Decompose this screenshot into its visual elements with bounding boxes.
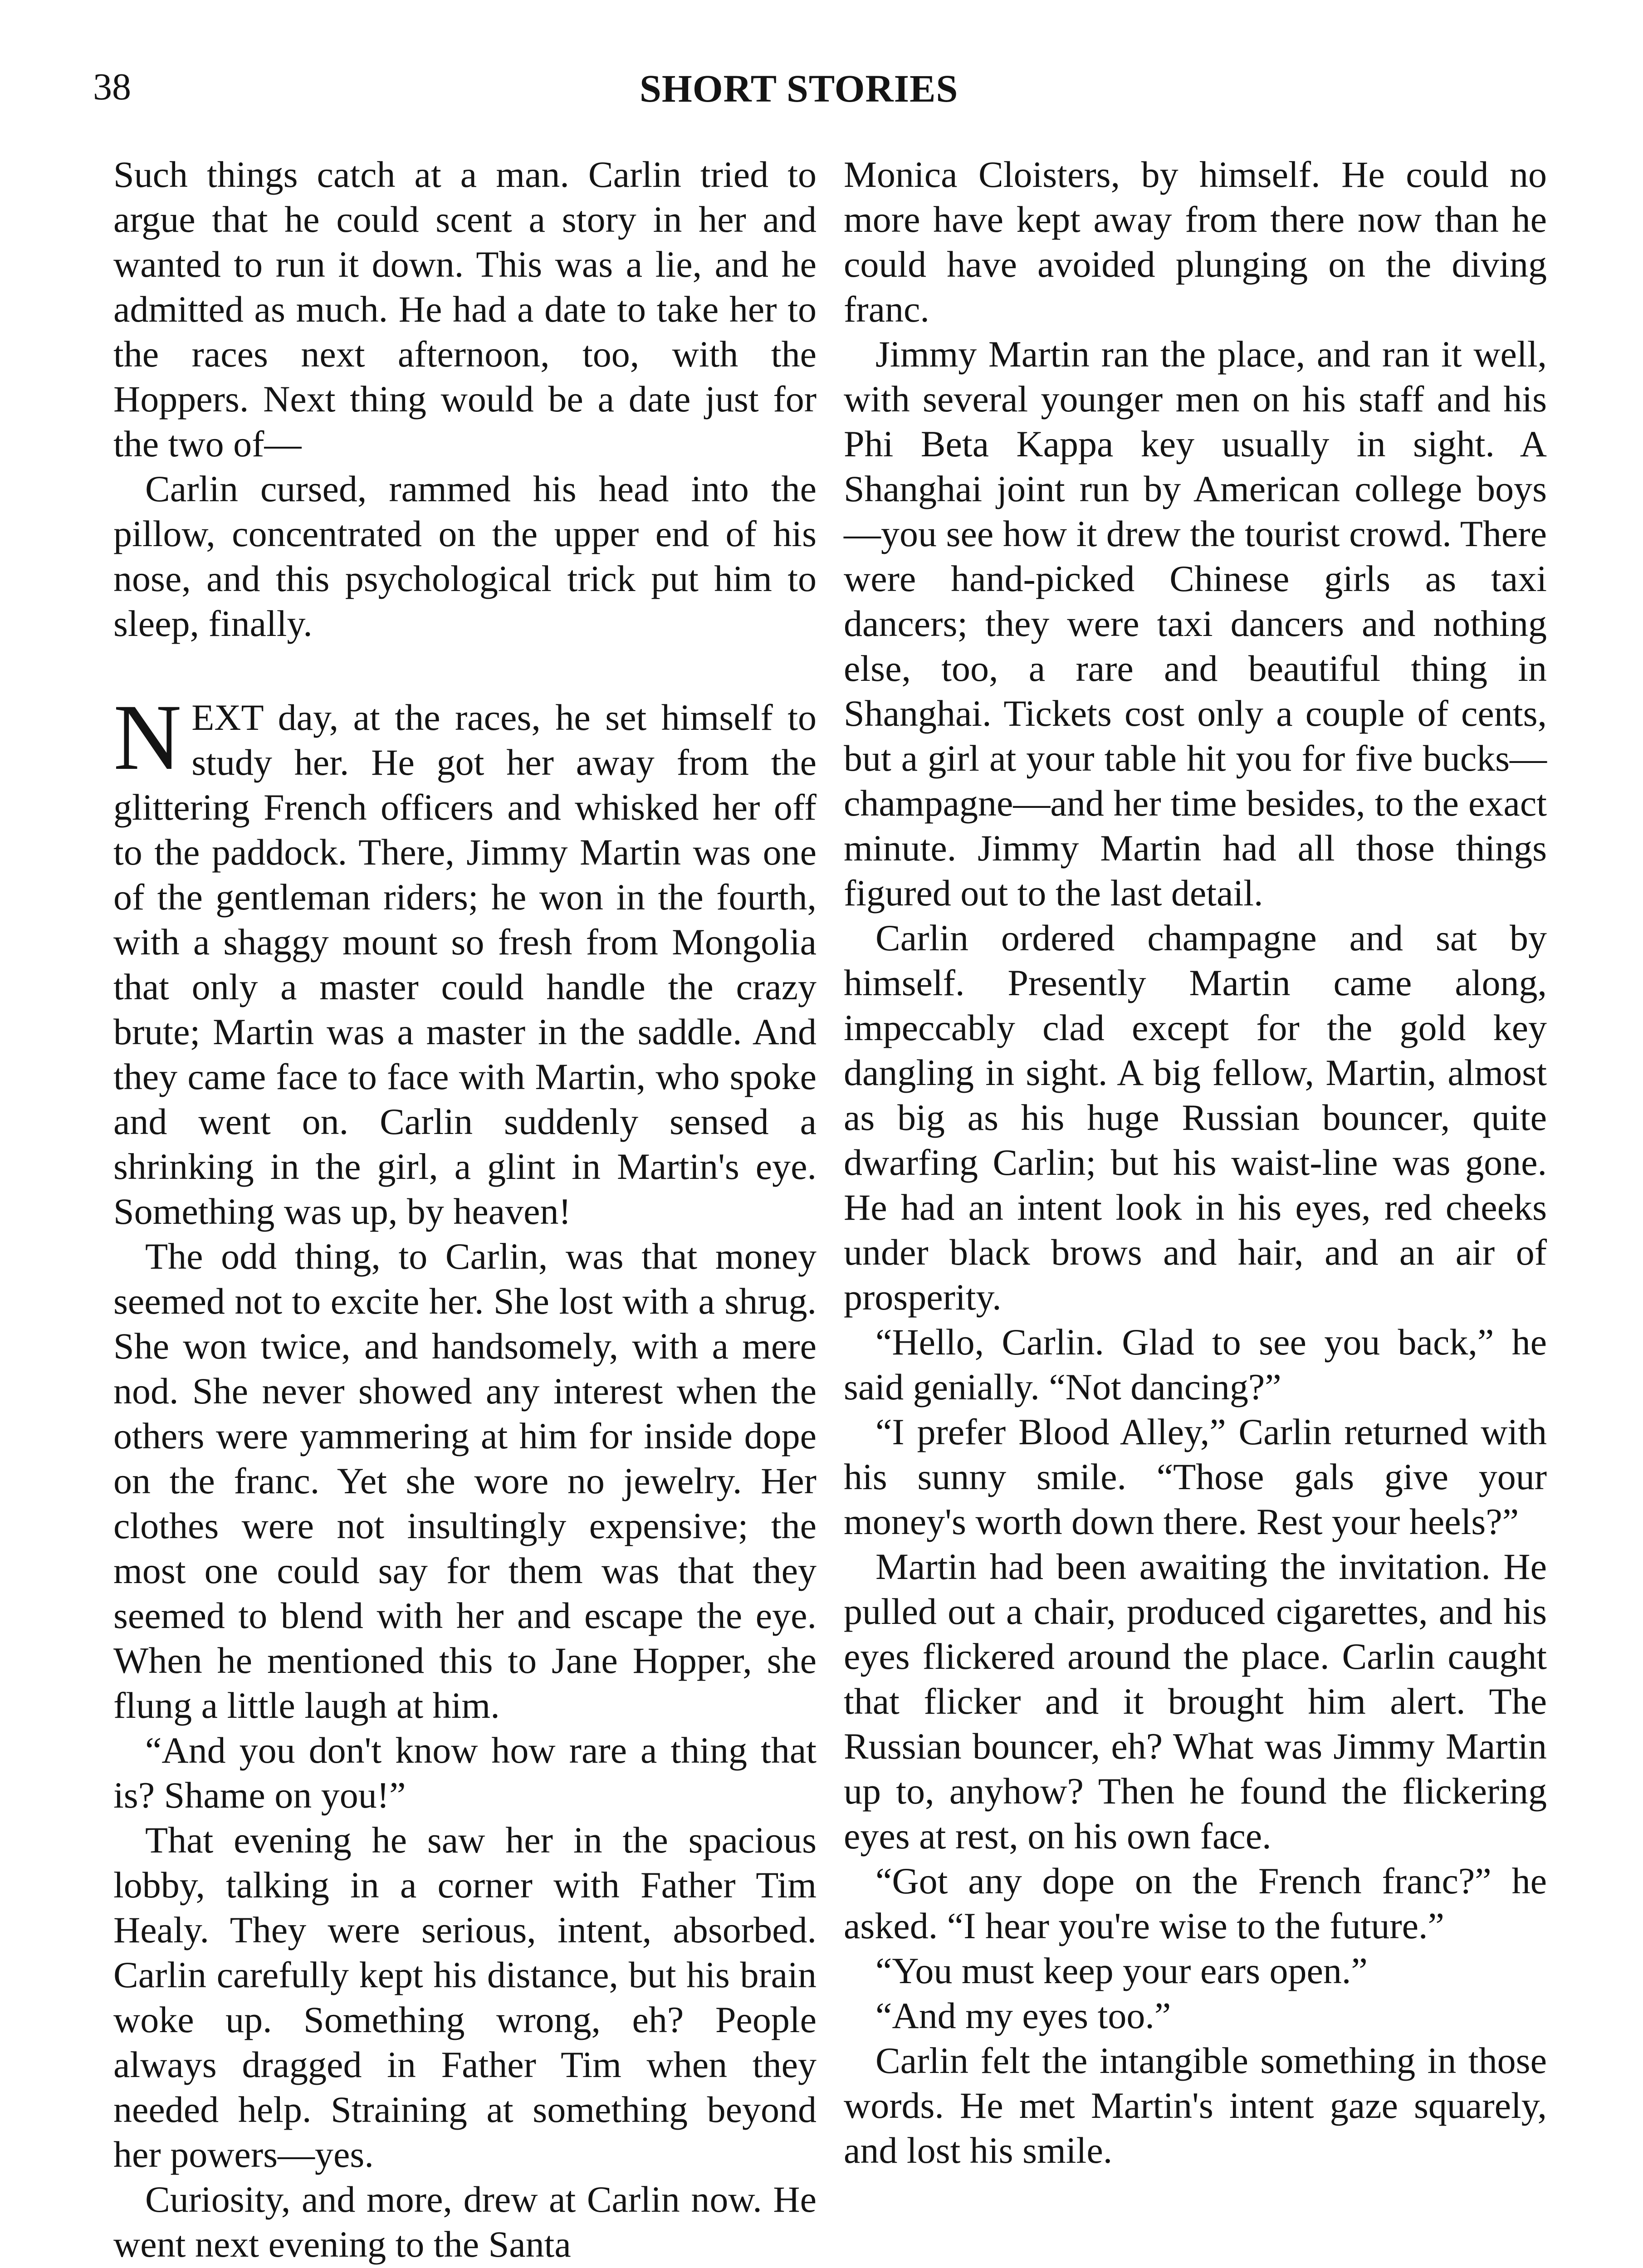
- paragraph: “Got any dope on the French franc?” he asked. “I hear you're wise to the future.”: [844, 1860, 1547, 1946]
- paragraph: “I prefer Blood Alley,” Carlin returned with his sunny smile. “Those gals give your money's worth down there. Rest your heels?”: [844, 1411, 1547, 1542]
- drop-cap: N: [113, 685, 182, 789]
- running-head: SHORT STORIES: [640, 67, 958, 110]
- paragraph: Monica Cloisters, by himself. He could no more have kept away from there now than he could have avoided plunging on the diving franc.: [844, 154, 1547, 330]
- section-opening-paragraph: [113, 685, 817, 1234]
- paragraph: Carlin cursed, rammed his head into the pillow, concentrated on the upper end of his nose, and this psychological trick put him to sleep, finally.: [113, 468, 817, 644]
- paragraph: Carlin ordered champagne and sat by himself. Presently Martin came along, impeccably clad except for the gold key dangling in sight. A big fellow, Martin, almost as big as his huge Russian bouncer, quite dwarfing Carlin; but his waist-line was gone. He had an intent look in his eyes, red cheeks under black brows and hair, and an air of prosperity.: [844, 917, 1547, 1318]
- paragraph: “And you don't know how rare a thing that is? Shame on you!”: [113, 1730, 817, 1816]
- paragraph: Curiosity, and more, drew at Carlin now. He went next evening to the Santa: [113, 2179, 817, 2265]
- right-column: [844, 152, 1547, 2173]
- paragraph: “Hello, Carlin. Glad to see you back,” he said genially. “Not dancing?”: [844, 1321, 1547, 1408]
- paragraph: Martin had been awaiting the invitation. He pulled out a chair, produced cigarettes, and his eyes flickered around the place. Carlin caught that flicker and it brought him alert. The Russian bouncer, eh? What was Jimmy Martin up to, anyhow? Then he found the flickering eyes at rest, on his own face.: [844, 1546, 1547, 1857]
- paragraph: That evening he saw her in the spacious lobby, talking in a corner with Father Tim Healy. They were serious, intent, absorbed. Carlin carefully kept his distance, but his brain woke up. Something wrong, eh? People always dragged in Father Tim when they needed help. Straining at something beyond her powers—yes.: [113, 1819, 817, 2175]
- paragraph: The odd thing, to Carlin, was that money seemed not to excite her. She lost with a shrug. She won twice, and handsomely, with a mere nod. She never showed any interest when the others were yammering at him for inside dope on the franc. Yet she wore no jewelry. Her clothes were not insultingly expensive; the most one could say for them was that they seemed to blend with her and escape the eye. When he mentioned this to Jane Hopper, she flung a little laugh at him.: [113, 1236, 817, 1726]
- paragraph: “And my eyes too.”: [875, 1995, 1171, 2036]
- paragraph: “You must keep your ears open.”: [875, 1950, 1368, 1991]
- paragraph: Such things catch at a man. Carlin tried to argue that he could scent a story in her and wanted to run it down. This was a lie, and he admitted as much. He had a date to take her to the races next afternoon, too, with the Hoppers. Next thing would be a date just for the two of—: [113, 154, 817, 464]
- paragraph: Carlin felt the intangible something in those words. He met Martin's intent gaze squarely, and lost his smile.: [844, 2040, 1547, 2171]
- page-number: 38: [93, 66, 131, 108]
- left-column: [113, 152, 817, 2267]
- paragraph-text: EXT day, at the races, he set himself to study her. He got her away from the glittering French officers and whisked her off to the paddock. There, Jimmy Martin was one of the gentleman riders; he won in the fourth, with a shaggy mount so fresh from Mongolia that only a master could handle the crazy brute; Martin was a master in the saddle. And they came face to face with Martin, who spoke and went on. Carlin suddenly sensed a shrinking in the girl, a glint in Martin's eye. Something was up, by heaven!: [113, 697, 817, 1232]
- paragraph: Jimmy Martin ran the place, and ran it well, with several younger men on his staff and his Phi Beta Kappa key usually in sight. A Shanghai joint run by American college boys—you see how it drew the tourist crowd. There were hand-picked Chinese girls as taxi dancers; they were taxi dancers and nothing else, too, a rare and beautiful thing in Shanghai. Tickets cost only a couple of cents, but a girl at your table hit you for five bucks—champagne—and her time besides, to the exact minute. Jimmy Martin had all those things figured out to the last detail.: [844, 333, 1547, 914]
